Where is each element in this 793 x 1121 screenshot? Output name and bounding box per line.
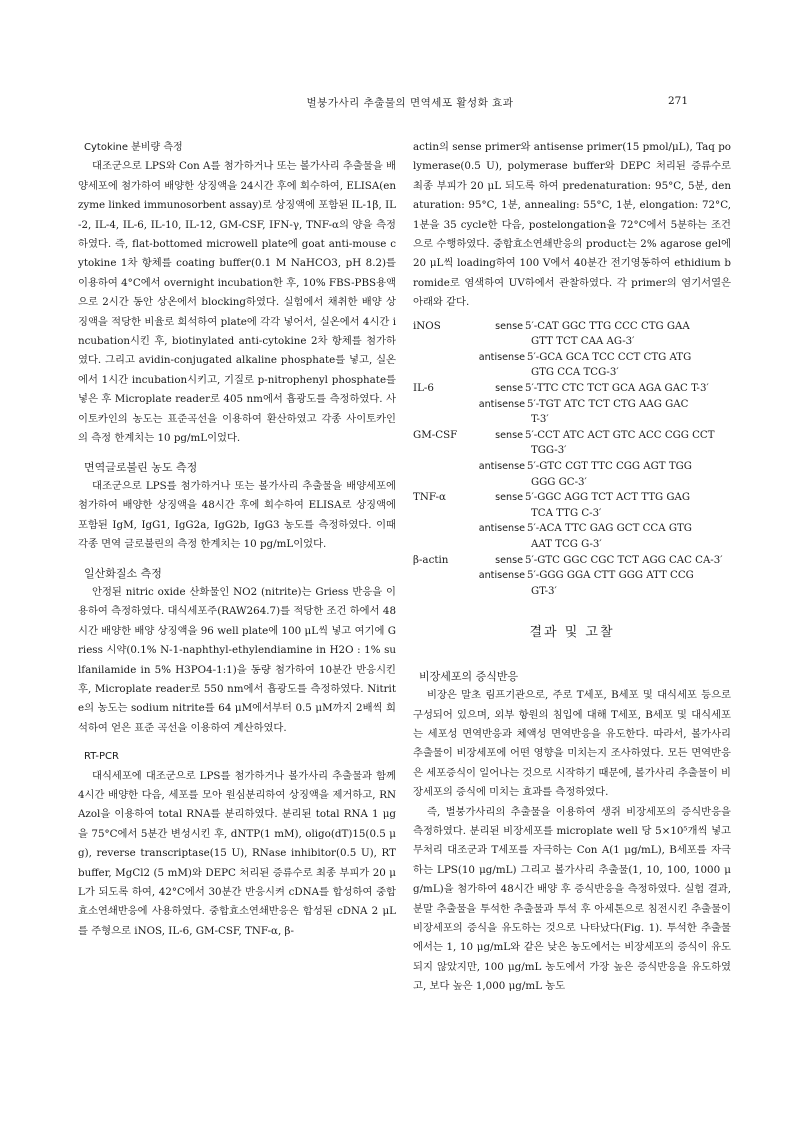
sense-label: sense bbox=[495, 554, 523, 566]
primer-gene: iNOS bbox=[413, 319, 441, 332]
sense-label: sense bbox=[495, 429, 523, 441]
primer-row bbox=[413, 381, 731, 428]
primer-antisense-cont: T-3′ bbox=[531, 414, 549, 426]
results-heading: 결과 및 고찰 bbox=[529, 625, 615, 641]
primer-row bbox=[413, 428, 731, 490]
primer-gene: GM-CSF bbox=[413, 428, 458, 441]
sense-label: sense bbox=[495, 492, 523, 504]
primer-antisense-seq: 5′-ACA TTC GAG GCT CCA GTG bbox=[527, 523, 692, 535]
primer-sense-cont: TGG-3′ bbox=[531, 445, 567, 457]
paragraph-splenocyte-1: 비장은 말초 림프기관으로, 주로 T세포, B세포 및 대식세포 등으로 구성되어 있으며, 외부 항원의 침입에 대해 T세포, B세포 및 대식세포는 세포성 면역반응과 체액성 면역반응을 유도한다. 따라서, 볼가사리 추출물이 비장세포에 어떤 영향을 미치는지 조사하였다. 모든 면역반응은 세포증식이 일어나는 것으로 시작하기 때문에, 볼가사리 추출물이 비장세포의 증식에 미치는 효과를 측정하였다. bbox=[413, 689, 731, 799]
primer-antisense-seq: 5′-TGT ATC TCT CTG AAG GAC bbox=[527, 398, 689, 410]
primer-antisense-seq: 5′-GCA GCA TCC CCT CTG ATG bbox=[527, 351, 692, 363]
primer-gene: IL-6 bbox=[413, 382, 434, 395]
antisense-label: antisense bbox=[478, 570, 525, 582]
primer-antisense-cont: GGG GC-3′ bbox=[531, 476, 587, 488]
section-title-rt-pcr: RT-PCR bbox=[84, 751, 119, 763]
antisense-label: antisense bbox=[478, 461, 525, 472]
running-title: 벌붕가사리 추출물의 면역세포 활성화 효과 bbox=[306, 97, 514, 109]
paragraph-cytokine: 대조군으로 LPS와 Con A를 첨가하거나 또는 볼가사리 추출물을 배양세포에 첨가하여 배양한 상징액을 24시간 후에 회수하여, ELISA(enzyme linked immunosorbent assay)로 상징액에 포함된 IL-1β, IL-2, IL-4, IL-6, IL-10, IL-12, GM-CSF, IFN-γ, TNF-α의 양을 측정하였다. 즉, flat-bottomed microwell plate에 goat anti-mouse cytokine 1차 항체를 coating buffer(0.1 M NaHCO3, pH 8.2)를 이용하여 4°C에서 overnight incubation한 후, 10% FBS-PBS용액으로 2시간 동안 상온에서 blocking하였다. 실험에서 채취한 배양 상징액을 적당한 비율로 희석하여 plate에 각각 넣어서, 실온에서 4시간 incubation시킨 후, biotinylated anti-cytokine 2차 항체를 첨가하였다. 그리고 avidin-conjugated alkaline phosphate를 넣고, 실온에서 1시간 incubation시키고, 기질로 p-nitrophenyl phosphate를 넣은 후 Microplate reader로 405 nm에서 흡광도를 측정하였다. 사이토카인의 농도는 표준곡선을 이용하여 환산하였고 각종 사이토카인의 측정 한계치는 10 pg/mL이었다. bbox=[78, 160, 396, 445]
primer-antisense-cont: GT-3′ bbox=[531, 585, 557, 597]
paragraph-splenocyte-2: 즉, 벌붕가사리의 추출물을 이용하여 생쥐 비장세포의 증식반응을 측정하였다. 분리된 비장세포를 microplate well 당 5×10⁵개씩 넣고 무처리 대조군과 T세포를 자극하는 Con A(1 μg/mL), B세포를 자극하는 LPS(10 μg/mL) 그리고 볼가사리 추출물(1, 10, 100, 1000 μg/mL)을 첨가하여 48시간 배양 후 증식반응을 측정하였다. 실험 결과, 분말 추출물을 투석한 추출물과 투석 후 아세톤으로 침전시킨 추출물이 비장세포의 증식을 유도하는 것으로 나타났다(Fig. 1). 투석한 추출물에서는 1, 10 μg/mL와 같은 낮은 농도에서는 비장세포의 증식이 유도되지 않았지만, 100 μg/mL 농도에서 가장 높은 증식반응을 유도하였고, 보다 높은 1,000 μg/mL 농도 bbox=[413, 805, 731, 993]
primer-sense-seq: 5′-GTC GGC CGC TCT AGG CAC CA-3′ bbox=[525, 554, 723, 566]
antisense-label: antisense bbox=[478, 398, 525, 410]
left-column bbox=[78, 138, 396, 941]
antisense-label: antisense bbox=[478, 523, 525, 535]
right-column bbox=[413, 138, 731, 997]
primer-sense-cont: TCA TTG C-3′ bbox=[531, 507, 602, 519]
primer-gene: TNF-α bbox=[413, 491, 446, 504]
primer-row bbox=[413, 553, 731, 600]
primer-antisense-cont: AAT TCG G-3′ bbox=[531, 538, 602, 550]
primer-table bbox=[413, 319, 731, 600]
sense-label: sense bbox=[495, 383, 523, 395]
page-number: 271 bbox=[668, 95, 689, 107]
primer-sense-seq: 5′-CCT ATC ACT GTC ACC CGG CCT bbox=[525, 429, 715, 441]
paragraph-rt-pcr: 대식세포에 대조군으로 LPS를 첨가하거나 볼가사리 추출물과 함께 4시간 배양한 다음, 세포를 모아 원심분리하여 상징액을 제거하고, RNAzol을 이용하여 total RNA를 분리하였다. 분리된 total RNA 1 μg을 75°C에서 5분간 변성시킨 후, dNTP(1 mM), oligo(dT)15(0.5 μg), reverse transcriptase(15 U), RNase inhibitor(0.5 U), RT buffer, MgCl2 (5 mM)와 DEPC 처리된 증류수로 최종 부피가 20 μL가 되도록 하여, 42°C에서 30분간 반응시켜 cDNA를 합성하여 중합효소연쇄반응에 사용하였다. 중합효소연쇄반응은 합성된 cDNA 2 μL를 주형으로 iNOS, IL-6, GM-CSF, TNF-α, β- bbox=[78, 769, 396, 937]
paragraph-nitric-oxide: 안정된 nitric oxide 산화물인 NO2 (nitrite)는 Griess 반응을 이용하여 측정하였다. 대식세포주(RAW264.7)를 적당한 조건 하에서 48시간 배양한 배양 상징액을 96 well plate에 100 μL씩 넣고 여기에 Griess 시약(0.1% N-1-naphthyl-ethylendiamine in H2O : 1% sulfanilamide in 5% H3PO4-1:1)을 동량 첨가하여 10분간 반응시킨 후, Microplate reader로 550 nm에서 흡광도를 측정하였다. Nitrite의 농도는 sodium nitrite를 64 μM에서부터 0.5 μM까지 2배씩 희석하여 얻은 표준 곡선을 이용하여 계산하였다. bbox=[78, 585, 396, 734]
paragraph-pcr-continued: actin의 sense primer와 antisense primer(15 pmol/μL), Taq polymerase(0.5 U), polymerase buffer와 DEPC 처리된 증류수로 최종 부피가 20 μL 되도록 하여 predenaturation: 95°C, 5분, denaturation: 95°C, 1분, annealing: 55°C, 1분, elongation: 72°C, 1분을 35 cycle한 다음, postelongation을 72°C에서 5분하는 조건으로 수행하였다. 중합효소연쇄반응의 product는 2% agarose gel에 20 μL씩 loading하여 100 V에서 40분간 전기영동하여 ethidium bromide로 염색하여 UV하에서 관찰하였다. 각 primer의 염기서열은 아래와 같다. bbox=[413, 141, 731, 309]
paragraph-immunoglobulin: 대조군으로 LPS를 첨가하거나 또는 볼가사리 추출물을 배양세포에 첨가하여 배양한 상징액을 48시간 후에 회수하여 ELISA로 상징액에 포함된 IgM, IgG1, IgG2a, IgG2b, IgG3 농도를 측정하였다. 이때 각종 면역 글로불린의 측정 한계치는 10 pg/mL이었다. bbox=[78, 479, 396, 551]
primer-antisense-seq: 5′-GTC CGT TTC CGG AGT TGG bbox=[527, 461, 692, 472]
primer-sense-seq: 5′-TTC CTC TCT GCA AGA GAC T-3′ bbox=[525, 383, 709, 395]
section-title-nitric-oxide: 일산화질소 측정 bbox=[84, 566, 162, 580]
sense-label: sense bbox=[495, 320, 523, 332]
page-header bbox=[0, 95, 793, 109]
primer-row bbox=[413, 490, 731, 552]
primer-antisense-cont: GTG CCA TCG-3′ bbox=[531, 367, 619, 379]
primer-row bbox=[413, 319, 731, 381]
primer-sense-cont: GTT TCT CAA AG-3′ bbox=[531, 336, 635, 348]
section-title-cytokine: Cytokine 분비량 측정 bbox=[84, 142, 183, 153]
primer-gene: β-actin bbox=[413, 553, 449, 566]
primer-sense-seq: 5′-GGC AGG TCT ACT TTG GAG bbox=[525, 492, 691, 504]
section-title-splenocyte: 비장세포의 증식반응 bbox=[419, 669, 519, 683]
section-title-immunoglobulin: 면역글로불린 농도 측정 bbox=[84, 460, 198, 474]
primer-sense-seq: 5′-CAT GGC TTG CCC CTG GAA bbox=[525, 320, 690, 332]
primer-antisense-seq: 5′-GGG GGA CTT GGG ATT CCG bbox=[527, 570, 694, 582]
antisense-label: antisense bbox=[478, 351, 525, 363]
